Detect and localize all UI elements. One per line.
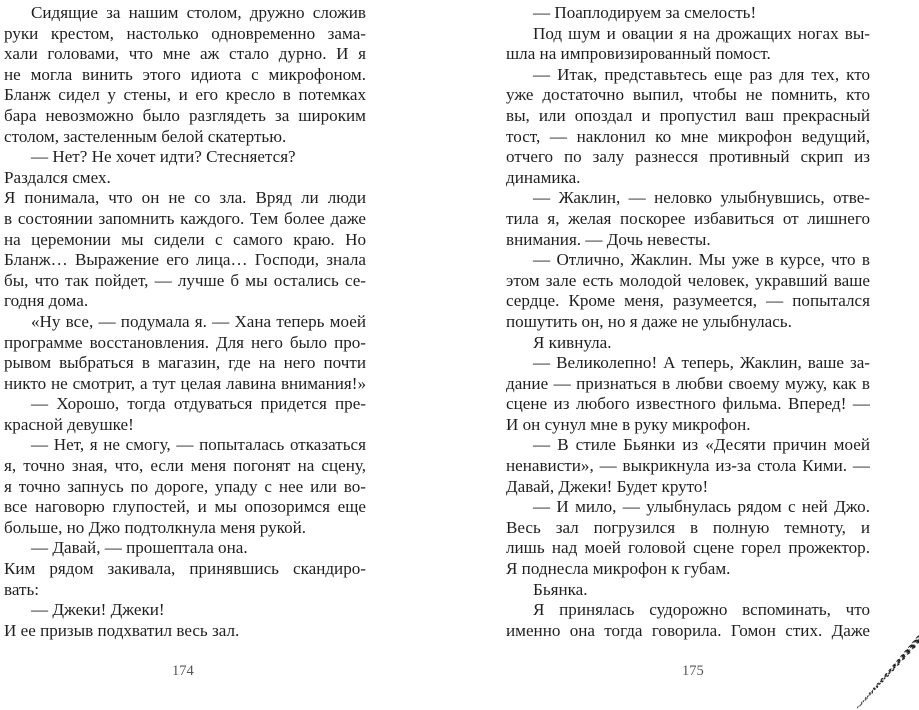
text-line: — Итак, представьтесь еще раз для тех, кто xyxy=(533,64,870,84)
text-line: я, точно зная, что, если меня погонят на сцену, xyxy=(4,456,366,476)
text-line: — Отлично, Жаклин. Мы уже в курсе, что в xyxy=(533,250,870,270)
text-line: вать: xyxy=(4,579,40,599)
text-line: Весь зал погрузился в полную темноту, и xyxy=(506,517,870,537)
feather-stroke xyxy=(858,705,859,707)
text-line: столом, застеленным белой скатертью. xyxy=(4,126,287,146)
text-line: дание — признаться в любви своему мужу, как в xyxy=(506,373,870,393)
text-line: уже достаточно выпил, чтобы не помнить, кто xyxy=(506,85,870,105)
feather-ornament-icon xyxy=(853,626,919,710)
text-line: Я поднесла микрофон к губам. xyxy=(506,559,731,579)
text-line: — Поаплодируем за смелость! xyxy=(533,3,757,22)
text-line: сердце. Кроме меня, разумеется, — попытался xyxy=(506,291,870,311)
left-page xyxy=(0,0,459,710)
text-line: Сидящие за нашим столом, дружно сложив xyxy=(31,3,366,22)
text-line: — В стиле Бьянки из «Десяти причин моей xyxy=(533,435,870,455)
text-line: Раздался смех. xyxy=(4,167,111,187)
text-line: Я понимала, что он не со зла. Вряд ли люди xyxy=(4,188,366,208)
feather-stroke xyxy=(857,706,858,708)
text-line: Давай, Джеки! Будет круто! xyxy=(506,476,709,496)
text-line: Бьянка. xyxy=(533,579,588,599)
text-line: этом зале есть молодой человек, укравший ваше xyxy=(506,270,870,290)
text-line: годня дома. xyxy=(4,291,89,311)
text-line: не могла винить этого идиота с микрофоном. xyxy=(4,64,366,84)
text-line: Бланж… Выражение его лица… Господи, знала xyxy=(4,250,366,270)
text-line: — И мило, — улыбнулась рядом с ней Джо. xyxy=(533,497,870,517)
feather-stroke xyxy=(871,690,873,692)
text-line: тила я, желая поскорее избавиться от лишнего xyxy=(506,208,870,228)
text-line: в состоянии запомнить каждого. Тем более даже xyxy=(4,208,366,228)
text-line: программе восстановления. Для него было про- xyxy=(4,332,366,352)
text-line: шла на импровизированный помост. xyxy=(506,44,771,64)
feather-stroke xyxy=(863,700,864,702)
feather-stroke xyxy=(867,695,869,697)
text-line: лишь над моей головой сцене горел прожектор. xyxy=(506,538,870,558)
text-line: рывом выбраться в магазин, где на него почти xyxy=(4,353,366,373)
right-page-text xyxy=(506,3,870,641)
text-line: вы, или опоздал и пропустил ваш прекрасный xyxy=(506,105,870,125)
text-line: — Жаклин, — неловко улыбнувшись, отве- xyxy=(533,188,870,208)
text-line: Под шум и овации я на дрожащих ногах вы- xyxy=(533,23,870,43)
text-line: динамика. xyxy=(506,167,581,187)
text-line: И он сунул мне в руку микрофон. xyxy=(506,414,751,434)
feather-stroke xyxy=(892,669,895,671)
feather-stroke xyxy=(860,704,861,706)
text-line: Я принялась судорожно вспоминать, что xyxy=(533,600,870,620)
text-line: больше, но Джо подтолкнула меня рукой. xyxy=(4,517,307,537)
text-line: «Ну все, — подумала я. — Хана теперь моей xyxy=(31,311,366,331)
page-number-right: 175 xyxy=(682,663,704,679)
text-line: — Джеки! Джеки! xyxy=(31,600,165,620)
text-line: Бланж сидел у стены, и его кресло в потемках xyxy=(4,85,366,105)
text-line: — Великолепно! А теперь, Жаклин, ваше за- xyxy=(533,353,870,373)
page-number-left: 174 xyxy=(172,663,194,679)
feather-stroke xyxy=(888,672,891,674)
text-line: ненависти», — выкрикнула из-за стола Кими. — xyxy=(506,456,870,476)
feather-stroke xyxy=(916,634,919,639)
text-line: никто не смотрит, а тут целая лавина внимания!» xyxy=(4,373,366,393)
text-line: все наговорю глупостей, и мы опозоримся еще xyxy=(4,497,366,517)
text-line: сцене из любого известного фильма. Вперед! — xyxy=(506,394,870,414)
feather-stroke xyxy=(865,697,867,699)
feather-stroke xyxy=(897,663,900,666)
text-line: хали головами, что мне аж стало дурно. И я xyxy=(4,44,366,64)
right-page xyxy=(459,0,919,710)
feather-stroke xyxy=(864,699,865,701)
text-line: именно она тогда говорила. Гомон стих. Даже xyxy=(506,620,870,640)
text-line: бы, что так пойдет, — лучше б мы остались се- xyxy=(4,270,366,290)
text-line: на церемонии мы сидели с самого краю. Но xyxy=(4,229,366,249)
feather-stroke xyxy=(883,677,886,679)
text-line: И ее призыв подхватил весь зал. xyxy=(4,620,240,640)
text-line: отчего по залу разнесся противный скрип из xyxy=(506,147,870,167)
text-line: — Нет, я не смогу, — попыталась отказаться xyxy=(31,435,366,455)
text-line: — Давай, — прошептала она. xyxy=(31,538,248,558)
left-page-text xyxy=(4,3,366,641)
text-line: бара невозможно было разглядеть за широким xyxy=(4,105,366,125)
text-line: пошутить он, но я даже не улыбнулась. xyxy=(506,311,792,331)
text-line: Ким рядом закивала, принявшись скандиро- xyxy=(4,559,366,579)
text-line: руки крестом, настолько одновременно зама- xyxy=(4,23,366,43)
text-line: я точно запнусь по дороге, упаду с нее или во- xyxy=(4,476,366,496)
text-line: Я кивнула. xyxy=(533,332,612,352)
text-line: — Хорошо, тогда отдуваться придется пре- xyxy=(31,394,366,414)
feather-stroke xyxy=(866,697,867,699)
text-line: внимания. — Дочь невесты. xyxy=(506,229,711,249)
feather-stroke xyxy=(880,678,883,680)
text-line: тост, — наклонил ко мне микрофон ведущий, xyxy=(506,126,870,146)
text-line: — Нет? Не хочет идти? Стесняется? xyxy=(31,147,296,167)
text-line: красной девушке! xyxy=(4,414,134,434)
